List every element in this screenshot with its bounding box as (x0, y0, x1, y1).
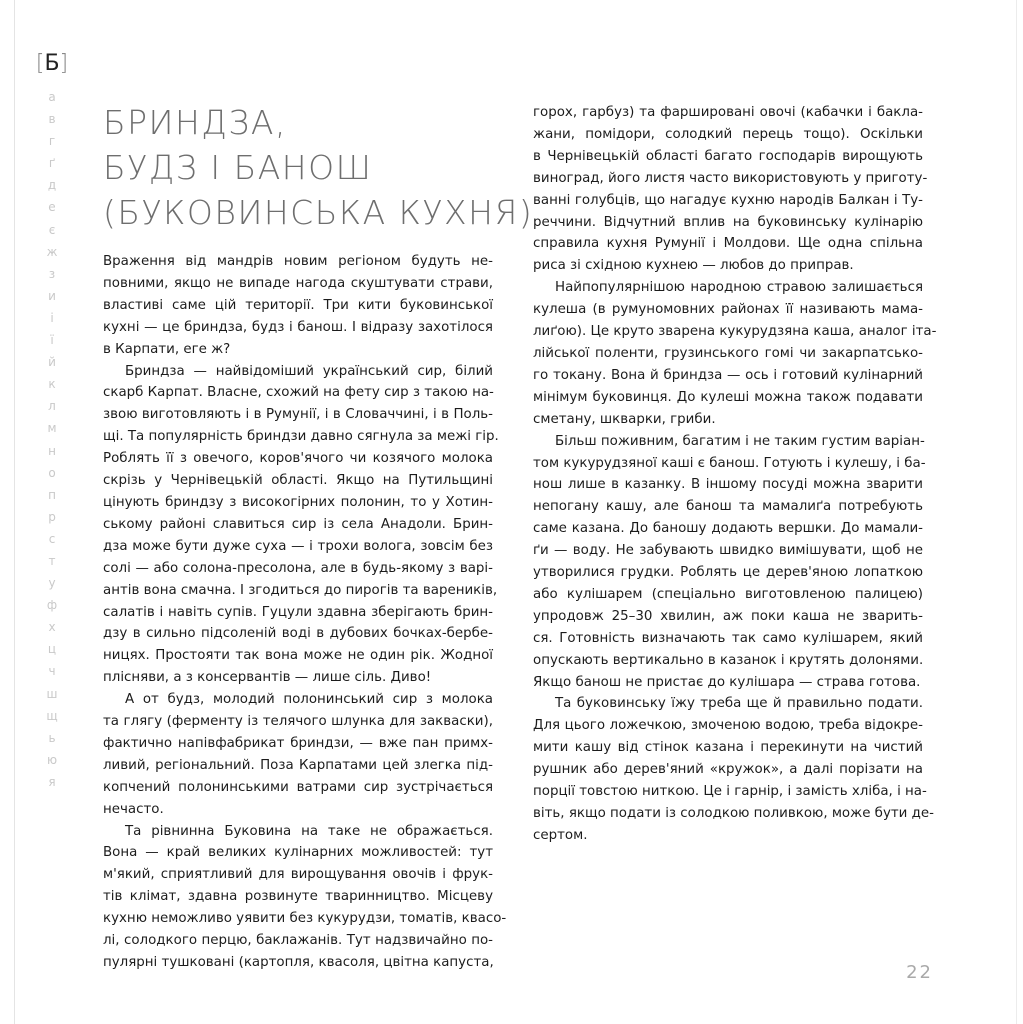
alphabet-letter: ф (46, 598, 58, 613)
alphabet-letter: ю (46, 752, 58, 767)
text-line: сметану, шкварки, гриби. (533, 411, 716, 427)
text-line: нечасто. (103, 801, 164, 817)
alphabet-letter: ц (47, 642, 57, 657)
text-line: Бриндза — найвідоміший український сир, білий (125, 363, 493, 379)
text-line: жани, помідори, солодкий перець тощо). Оскільки (533, 126, 923, 142)
left-margin-rule (14, 0, 15, 1024)
alphabet-letter: щ (46, 708, 58, 723)
text-line: том кукурудзяної каші є банош. Готують і кулешу, і ба- (533, 455, 926, 471)
alphabet-letter: в (48, 112, 56, 127)
title-line: (БУКОВИНСЬКА КУХНЯ) (103, 193, 534, 232)
text-line: кухню неможливо уявити без кукурудзи, томатів, квасо- (103, 911, 507, 927)
alphabet-letter: и (48, 288, 56, 303)
paragraph (103, 689, 493, 820)
alphabet-letter: й (48, 355, 56, 370)
alphabet-letter: н (48, 443, 56, 458)
text-line: плісняви, а з консервантів — лише сіль. Диво! (103, 670, 432, 686)
paragraph (103, 821, 507, 974)
text-line: мити кашу від стінок казана і перекинути на чистий (533, 740, 923, 756)
alphabet-letter: є (48, 222, 56, 237)
alphabet-letter: л (48, 399, 56, 414)
text-line: саме казана. До баношу додають вершки. До мамали- (533, 521, 923, 537)
text-line: віть, якщо подати із солодкою поливкою, може бути де- (533, 806, 934, 821)
alphabet-index (40, 86, 64, 793)
text-line: повними, якщо не випаде нагода скуштувати страви, (103, 275, 493, 291)
text-line: упродовж 25–30 хвилин, аж поки каша не зварить- (533, 608, 923, 624)
text-line: виноград, його листя часто використовують у приготу- (533, 170, 928, 186)
text-line: горох, гарбуз) та фаршировані овочі (кабачки і бакла- (533, 105, 923, 120)
alphabet-letter: к (48, 377, 56, 392)
text-line: тів клімат, здавна розвинуте тваринництво. Місцеву (103, 889, 493, 905)
text-line: мінімум буковинця. До кулеші можна також подавати (533, 389, 923, 405)
section-letter: Б (44, 51, 60, 76)
text-line: А от будз, молодий полонинський сир з молока (125, 692, 493, 708)
text-line: утворилися грудки. Роблять це дерев'яною лопаткою (533, 565, 923, 581)
text-line: Та буковинську їжу треба ще й правильно подати. (555, 696, 923, 712)
text-line: ливий, регіональний. Поза Карпатами цей злегка під- (103, 757, 493, 773)
alphabet-letter: п (48, 487, 56, 502)
text-line: ґи — воду. Не забувають швидко вимішувати, щоб не (533, 543, 923, 559)
right-text-column (533, 102, 937, 847)
alphabet-letter: х (48, 620, 56, 635)
text-line: ницях. Простояти так вона може не один рік. Жодної (103, 648, 493, 664)
text-line: пулярні тушковані (картопля, квасоля, цвітна капуста, (103, 955, 494, 970)
section-index-marker: [Б] (35, 51, 69, 76)
paragraph (533, 693, 934, 846)
text-line: кулеша (в румуномовних районах її називають мама- (533, 302, 923, 318)
right-margin-rule (1016, 0, 1017, 1024)
text-line: лійської поленти, грузинського гомі чи закарпатсько- (533, 345, 923, 361)
text-line: го токану. Вона й бриндза — ось і готовий кулінарний (533, 367, 923, 383)
alphabet-letter: і (50, 310, 54, 325)
text-line: антів вона смачна. І згодиться до пирогів та вареників, (103, 582, 498, 598)
text-line: реччини. Відчутний вплив на буковинську кулінарію (533, 214, 923, 230)
alphabet-letter: ї (50, 333, 54, 348)
text-line: м'який, сприятливий для вирощування овочів і фрук- (103, 867, 493, 883)
text-line: лиґою). Це круто зварена кукурудзяна каша, аналог іта- (533, 324, 937, 340)
alphabet-letter: ь (48, 730, 56, 745)
paragraph (103, 251, 493, 361)
text-line: порції товстою ниткою. Це і гарнір, і замість хліба, і на- (533, 784, 927, 800)
alphabet-letter: у (48, 576, 56, 591)
text-line: Роблять її з овечого, коров'ячого чи козячого молока (103, 451, 493, 467)
text-line: Найпопулярнішою народною стравою залишається (555, 280, 923, 296)
paragraph (533, 102, 928, 277)
alphabet-letter: м (47, 421, 57, 436)
text-line: фактично напівфабрикат бриндзи, — вже пан примх- (103, 735, 493, 751)
alphabet-letter: а (48, 90, 56, 104)
text-line: непогану кашу, але банош та мамалиґа потребують (533, 499, 923, 515)
text-line: опускають вертикально в казанок і крутять долонями. (533, 652, 924, 668)
text-line: скарб Карпат. Власне, схожий на фету сир з такою на- (103, 385, 494, 401)
alphabet-letter: ч (48, 664, 56, 679)
text-line: в Чернівецькій області багато господарів вирощують (533, 148, 923, 164)
alphabet-letter: о (48, 465, 56, 480)
article-title (103, 100, 534, 235)
alphabet-letter: с (48, 531, 56, 546)
page-number: 22 (906, 962, 933, 983)
text-line: Якщо банош не пристає до кулішара — страва готова. (533, 674, 921, 690)
alphabet-letter: г (48, 134, 56, 149)
alphabet-letter: ш (46, 686, 58, 701)
text-line: щі. Та популярність бриндзи давно сягнула за межі гір. (103, 429, 499, 445)
text-line: та глягу (ферменту із телячого шлунка для закваски), (103, 714, 493, 730)
text-line: лі, солодкого перцю, баклажанів. Тут надзвичайно по- (103, 933, 493, 949)
title-line: БУДЗ І БАНОШ (103, 148, 373, 187)
paragraph (533, 277, 937, 430)
alphabet-letter: р (48, 509, 56, 524)
text-line: копчений полонинськими ватрами сир зустрічається (103, 779, 493, 795)
text-line: скрізь у Чернівецькій області. Якщо на Путильщині (103, 473, 493, 489)
text-line: солі — або солона-пресолона, але в будь-якому з варі- (103, 560, 493, 576)
text-line: кухні — це бриндза, будз і банош. І відразу захотілося (103, 319, 493, 335)
text-line: властиві саме цій території. Три кити буковинської (103, 297, 493, 313)
text-line: справила кухня Румунії і Молдови. Ще одна спільна (533, 236, 923, 252)
text-line: риса зі східною кухнею — любов до приправ. (533, 258, 854, 274)
left-text-column (103, 251, 507, 974)
text-line: ському районі славиться сир із села Анадоли. Брин- (103, 516, 493, 532)
title-line: БРИНДЗА, (103, 103, 287, 142)
text-line: нош лише в казанку. В іншому посуді можна зварити (533, 477, 923, 493)
text-line: дза може бути дуже суха — і трохи волога, зовсім без (103, 538, 493, 554)
text-line: Вона — край великих кулінарних можливостей: тут (103, 845, 493, 861)
alphabet-letter: е (48, 200, 56, 215)
alphabet-letter: д (47, 178, 57, 193)
alphabet-letter: з (48, 266, 56, 281)
text-line: Враження від мандрів новим регіоном будуть не- (103, 254, 493, 269)
text-line: ванні голубців, що нагадує кухню народів Балкан і Ту- (533, 192, 923, 208)
alphabet-letter: я (48, 774, 56, 789)
text-line: цінують бриндзу з високогірних полонин, то у Хотин- (103, 494, 493, 510)
text-line: Та рівнинна Буковина на таке не ображається. (125, 823, 493, 839)
alphabet-letter: ж (46, 244, 58, 259)
text-line: Більш поживним, багатим і не таким густим варіан- (555, 433, 925, 449)
text-line: салатів і навіть супів. Гуцули здавна зберігають брин- (103, 604, 493, 620)
text-line: Для цього ложечкою, змоченою водою, треба відокре- (533, 718, 923, 734)
text-line: в Карпати, еге ж? (103, 341, 231, 357)
text-line: рушник або дерев'яний «кружок», а далі порізати на (533, 762, 923, 778)
text-line: або кулішарем (спеціально виготовленою палицею) (533, 586, 923, 602)
text-line: сертом. (533, 827, 588, 843)
alphabet-letter: т (48, 553, 56, 568)
paragraph (103, 361, 499, 690)
text-line: ся. Готовність визначають так само кулішарем, який (533, 630, 923, 646)
paragraph (533, 431, 926, 694)
text-line: звою виготовляють і в Румунії, і в Словаччині, і в Поль- (103, 407, 493, 423)
alphabet-letter: ґ (48, 156, 56, 171)
text-line: дзу в сильно підсоленій воді в дубових бочках-бербе- (103, 626, 493, 642)
